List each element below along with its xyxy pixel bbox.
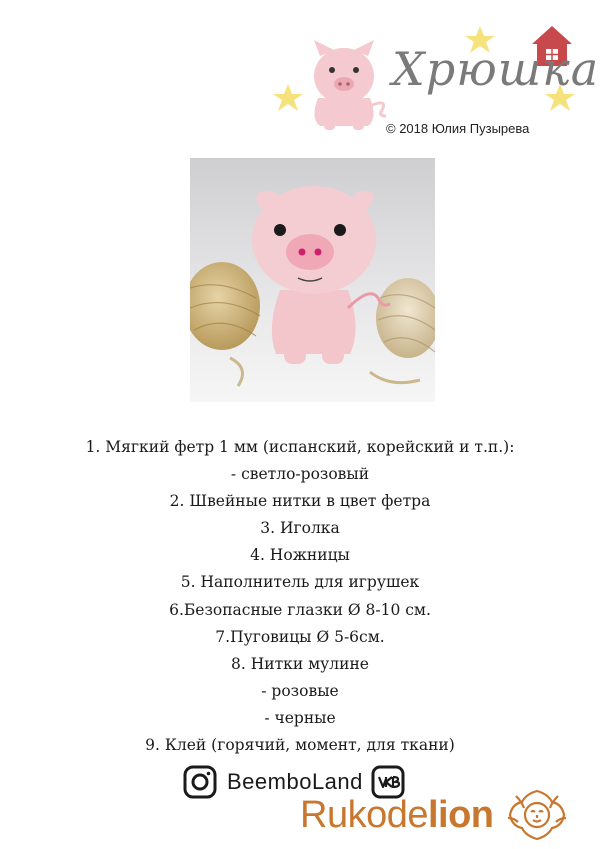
list-item: - черные bbox=[264, 708, 336, 727]
copyright-text: © 2018 Юлия Пузырева bbox=[386, 121, 530, 136]
list-item: - светло-розовый bbox=[230, 465, 370, 484]
list-item: 1. Мягкий фетр 1 мм (испанский, корейский и т.п.): bbox=[85, 438, 515, 456]
list-item: 2. Швейные нитки в цвет фетра bbox=[169, 492, 431, 511]
toy-photo bbox=[190, 158, 435, 402]
materials-list bbox=[40, 434, 560, 759]
social-handle[interactable]: BeemboLand bbox=[227, 769, 363, 794]
header-logo bbox=[260, 18, 600, 148]
list-item: 9. Клей (горячий, момент, для ткани) bbox=[145, 736, 455, 755]
instagram-icon[interactable] bbox=[183, 765, 217, 799]
list-item: 8. Нитки мулине bbox=[231, 654, 369, 673]
footer-brand-text: Rukodelion bbox=[300, 793, 494, 836]
list-item: - розовые bbox=[261, 681, 339, 700]
list-item: 5. Наполнитель для игрушек bbox=[180, 573, 420, 592]
footer-brand bbox=[300, 790, 572, 840]
list-item: 4. Ножницы bbox=[250, 546, 350, 565]
brand-title: Хрюшка bbox=[392, 42, 600, 96]
pig-mascot-icon bbox=[314, 40, 386, 130]
list-item: 7.Пуговицы Ø 5-6см. bbox=[215, 627, 385, 646]
list-item: 3. Иголка bbox=[260, 519, 340, 538]
star-icon bbox=[273, 84, 303, 111]
list-item: 6.Безопасные глазки Ø 8-10 см. bbox=[169, 600, 431, 619]
lion-logo-icon bbox=[502, 788, 572, 842]
